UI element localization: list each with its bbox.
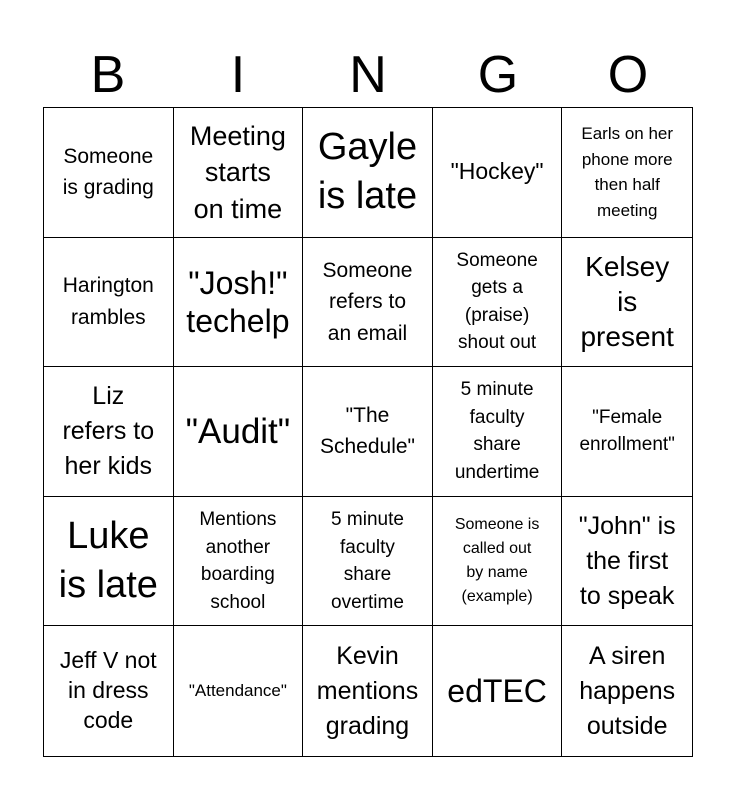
cell-text: Someone refers to an email <box>322 258 413 345</box>
cell-text: Earls on her phone more then half meeting <box>581 124 674 220</box>
bingo-cell[interactable] <box>44 238 174 368</box>
header-letter-i: I <box>230 46 246 104</box>
cell-text: 5 minute faculty share overtime <box>331 509 404 613</box>
header-letter-n: N <box>349 46 387 104</box>
bingo-cell[interactable] <box>303 367 433 497</box>
bingo-cell[interactable] <box>562 626 692 756</box>
header-letter-o: O <box>607 46 649 104</box>
bingo-cell[interactable] <box>303 108 433 238</box>
bingo-cell[interactable] <box>174 497 304 627</box>
bingo-cell[interactable] <box>303 626 433 756</box>
cell-text: edTEC <box>447 673 547 709</box>
bingo-cell[interactable] <box>433 497 563 627</box>
bingo-cell[interactable] <box>433 367 563 497</box>
bingo-header <box>43 44 693 106</box>
bingo-cell[interactable] <box>303 238 433 368</box>
bingo-cell[interactable] <box>44 367 174 497</box>
cell-text: A siren happens outside <box>579 641 676 740</box>
cell-text: Kevin mentions grading <box>316 641 419 740</box>
header-letter-g: G <box>477 46 519 104</box>
bingo-cell[interactable] <box>174 238 304 368</box>
bingo-cell[interactable] <box>174 626 304 756</box>
cell-text: 5 minute faculty share undertime <box>454 379 540 484</box>
cell-text: Kelsey is present <box>580 251 674 353</box>
bingo-cell[interactable] <box>433 238 563 368</box>
bingo-cell[interactable] <box>44 108 174 238</box>
bingo-cell[interactable] <box>433 108 563 238</box>
cell-text: Someone is grading <box>62 144 154 200</box>
header-letter-b: B <box>90 46 126 104</box>
cell-text: Someone gets a (praise) shout out <box>456 249 538 354</box>
cell-text: "Attendance" <box>188 681 287 701</box>
bingo-cell[interactable] <box>174 108 304 238</box>
cell-text: "John" is the first to speak <box>578 511 676 610</box>
cell-text: Someone is called out by name (example) <box>454 516 540 606</box>
cell-text: Gayle is late <box>317 125 418 218</box>
cell-text: Jeff V not in dress code <box>59 647 157 734</box>
bingo-cell[interactable] <box>562 497 692 627</box>
bingo-cell[interactable] <box>303 497 433 627</box>
bingo-cell[interactable] <box>562 238 692 368</box>
cell-text: Luke is late <box>58 514 158 607</box>
cell-text: Harington rambles <box>62 274 154 329</box>
bingo-cell[interactable] <box>562 108 692 238</box>
cell-text: Meeting starts on time <box>189 120 286 224</box>
cell-text: "Hockey" <box>450 158 544 185</box>
bingo-board <box>43 107 693 757</box>
bingo-cell[interactable] <box>44 626 174 756</box>
cell-text: Mentions another boarding school <box>199 509 277 613</box>
cell-text: "Female enrollment" <box>579 406 675 456</box>
bingo-cell[interactable] <box>44 497 174 627</box>
cell-text: "Audit" <box>185 411 291 451</box>
bingo-cell[interactable] <box>174 367 304 497</box>
cell-text: "Josh!" techelp <box>186 264 290 339</box>
cell-text: Liz refers to her kids <box>62 381 155 480</box>
bingo-cell[interactable] <box>562 367 692 497</box>
cell-text: "The Schedule" <box>319 403 415 459</box>
bingo-cell[interactable] <box>433 626 563 756</box>
